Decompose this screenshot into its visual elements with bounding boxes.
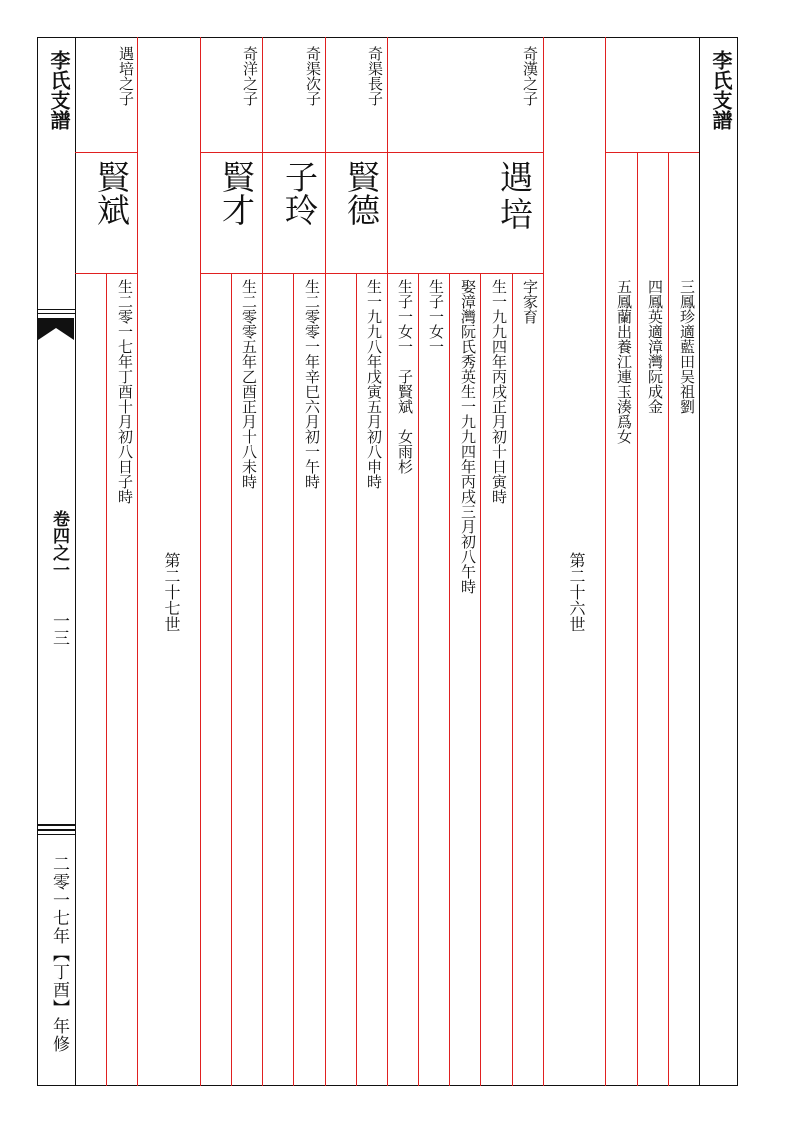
person-detail: 生二零零一年辛巳六月初一午時 <box>303 279 321 489</box>
person-name: 賢斌 <box>92 160 131 226</box>
person-detail: 生二零一七年丁酉十月初八日子時 <box>116 279 134 504</box>
daughter-entry: 五鳳蘭出養江連玉湊爲女 <box>615 279 633 444</box>
daughter-entry: 四鳳英適漳灣阮成金 <box>646 279 664 414</box>
left-margin-title: 李氏支譜 <box>47 50 71 130</box>
right-margin-title: 李氏支譜 <box>709 50 733 130</box>
volume-label: 卷四之一 <box>49 510 69 578</box>
daughter-entry: 三鳳珍適藍田吴祖劉 <box>678 279 696 414</box>
person-detail: 生一九九四年丙戌正月初十日寅時 <box>490 279 508 504</box>
person-detail: 生子一女一 <box>427 279 445 354</box>
relation-label: 奇漢之子 <box>521 46 539 106</box>
relation-label: 奇渠次子 <box>304 46 322 106</box>
generation-26: 第二十六世 <box>567 552 586 632</box>
margin-triple-rule <box>37 829 75 831</box>
generation-27: 第二十七世 <box>162 552 181 632</box>
relation-label: 奇渠長子 <box>366 46 384 106</box>
relation-label: 奇洋之子 <box>241 46 259 106</box>
margin-triple-rule <box>37 824 75 826</box>
person-name: 遇培 <box>495 160 534 234</box>
person-name: 賢才 <box>217 160 256 226</box>
person-detail: 生二零零五年乙酉正月十八未時 <box>240 279 258 489</box>
person-detail: 生一九九八年戊寅五月初八申時 <box>365 279 383 489</box>
margin-triple-rule <box>37 834 75 835</box>
person-name: 賢德 <box>342 160 381 226</box>
person-detail: 娶漳灣阮氏秀英生一九九四年丙戌三月初八午時 <box>459 279 477 594</box>
person-detail: 字家育 <box>521 279 539 324</box>
person-name: 子玲 <box>280 160 319 226</box>
relation-label: 遇培之子 <box>117 46 135 106</box>
edition-label: 二零一七年【丁酉】年修 <box>49 855 69 1053</box>
page-number: 一三 <box>49 612 69 646</box>
person-detail: 生子一女一 子賢斌 女雨杉 <box>396 279 414 474</box>
